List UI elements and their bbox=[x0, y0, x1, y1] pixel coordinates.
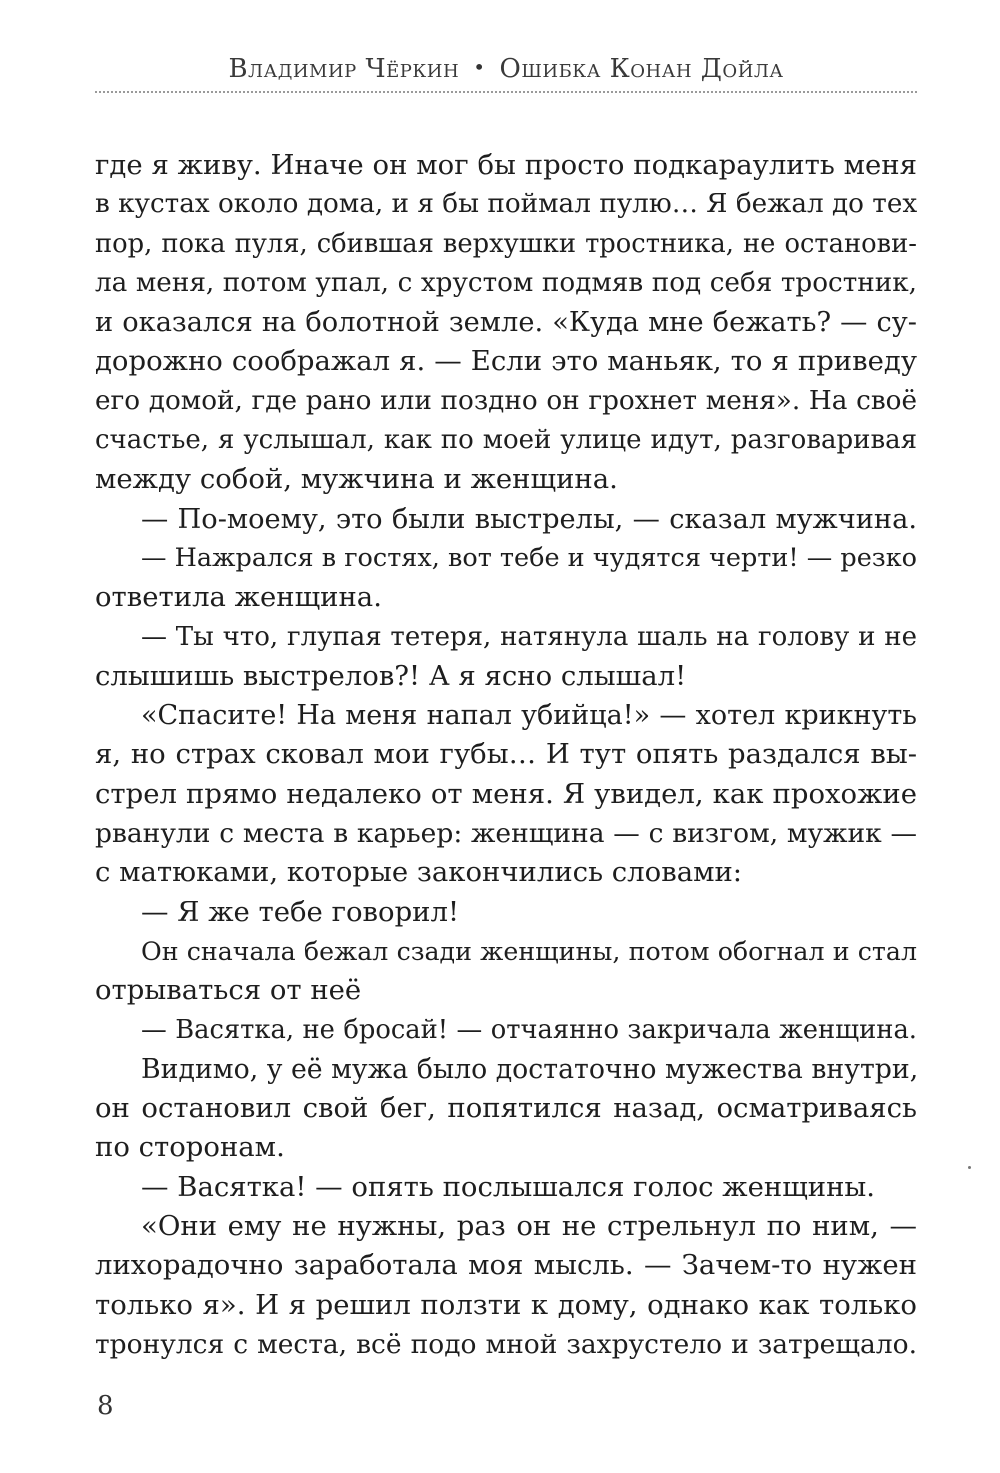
text-line: по сторонам. bbox=[95, 1131, 285, 1164]
text-line: его домой, где рано или поздно он грохнет меня». На своё bbox=[95, 385, 917, 416]
text-line: пор, пока пуля, сбившая верхушки тростника, не останови- bbox=[95, 228, 917, 259]
header-book-title: Ошибка Конан Дойла bbox=[499, 54, 784, 84]
text-line: — Нажрался в гостях, вот тебе и чудятся черти! — резко bbox=[141, 542, 917, 573]
text-line: лихорадочно заработала моя мысль. — Зачем-то нужен bbox=[95, 1249, 917, 1282]
print-speck bbox=[968, 1166, 971, 1169]
header-rule bbox=[95, 91, 917, 93]
text-line: где я живу. Иначе он мог бы просто подкараулить меня bbox=[95, 149, 917, 181]
text-line: «Они ему не нужны, раз он не стрельнул по ним, — bbox=[141, 1210, 917, 1243]
text-line: «Спасите! На меня напал убийца!» — хотел крикнуть bbox=[141, 700, 917, 732]
text-line: слышишь выстрелов?! А я ясно слышал! bbox=[95, 659, 687, 692]
text-line: — По-моему, это были выстрелы, — сказал мужчина. bbox=[141, 503, 917, 535]
body-text bbox=[95, 146, 917, 1364]
running-head bbox=[95, 54, 917, 84]
text-line: отрываться от неё bbox=[95, 974, 362, 1007]
page-number: 8 bbox=[97, 1391, 114, 1421]
text-line: тронулся с места, всё подо мной захрустело и затрещало. bbox=[95, 1328, 917, 1360]
text-line: дорожно соображал я. — Если это маньяк, то я приведу bbox=[95, 345, 917, 378]
text-line: стрел прямо недалеко от меня. Я увидел, как прохожие bbox=[95, 777, 917, 810]
text-line: счастье, я услышал, как по моей улице идут, разговаривая bbox=[95, 425, 917, 456]
text-line: он остановил свой бег, попятился назад, осматриваясь bbox=[95, 1092, 917, 1125]
text-line: в кустах около дома, и я бы поймал пулю… Я бежал до тех bbox=[95, 189, 918, 220]
text-line: — Васятка! — опять послышался голос женщины. bbox=[141, 1170, 876, 1203]
text-line: Он сначала бежал сзади женщины, потом обогнал и стал bbox=[141, 936, 917, 966]
text-line: между собой, мужчина и женщина. bbox=[95, 463, 618, 496]
text-line: только я». И я решил ползти к дому, однако как только bbox=[95, 1288, 917, 1321]
text-line: я, но страх сковал мои губы… И тут опять раздался вы- bbox=[95, 738, 917, 771]
text-line: Видимо, у её мужа было достаточно мужества внутри, bbox=[141, 1053, 919, 1085]
text-line: — Васятка, не бросай! — отчаянно закричала женщина. bbox=[141, 1014, 917, 1045]
header-author: Владимир Чёркин bbox=[228, 54, 460, 84]
header-separator: • bbox=[473, 55, 486, 79]
text-line: — Ты что, глупая тетеря, натянула шаль на голову и не bbox=[141, 621, 917, 652]
text-line: и оказался на болотной земле. «Куда мне бежать? — су- bbox=[95, 307, 917, 339]
text-line: ответила женщина. bbox=[95, 581, 382, 614]
text-line: ла меня, потом упал, с хрустом подмяв под себя тростник, bbox=[95, 267, 917, 298]
text-line: с матюками, которые закончились словами: bbox=[95, 856, 743, 889]
text-line: рванули с места в карьер: женщина — с визгом, мужик — bbox=[95, 818, 917, 850]
text-line: — Я же тебе говорил! bbox=[141, 895, 460, 928]
